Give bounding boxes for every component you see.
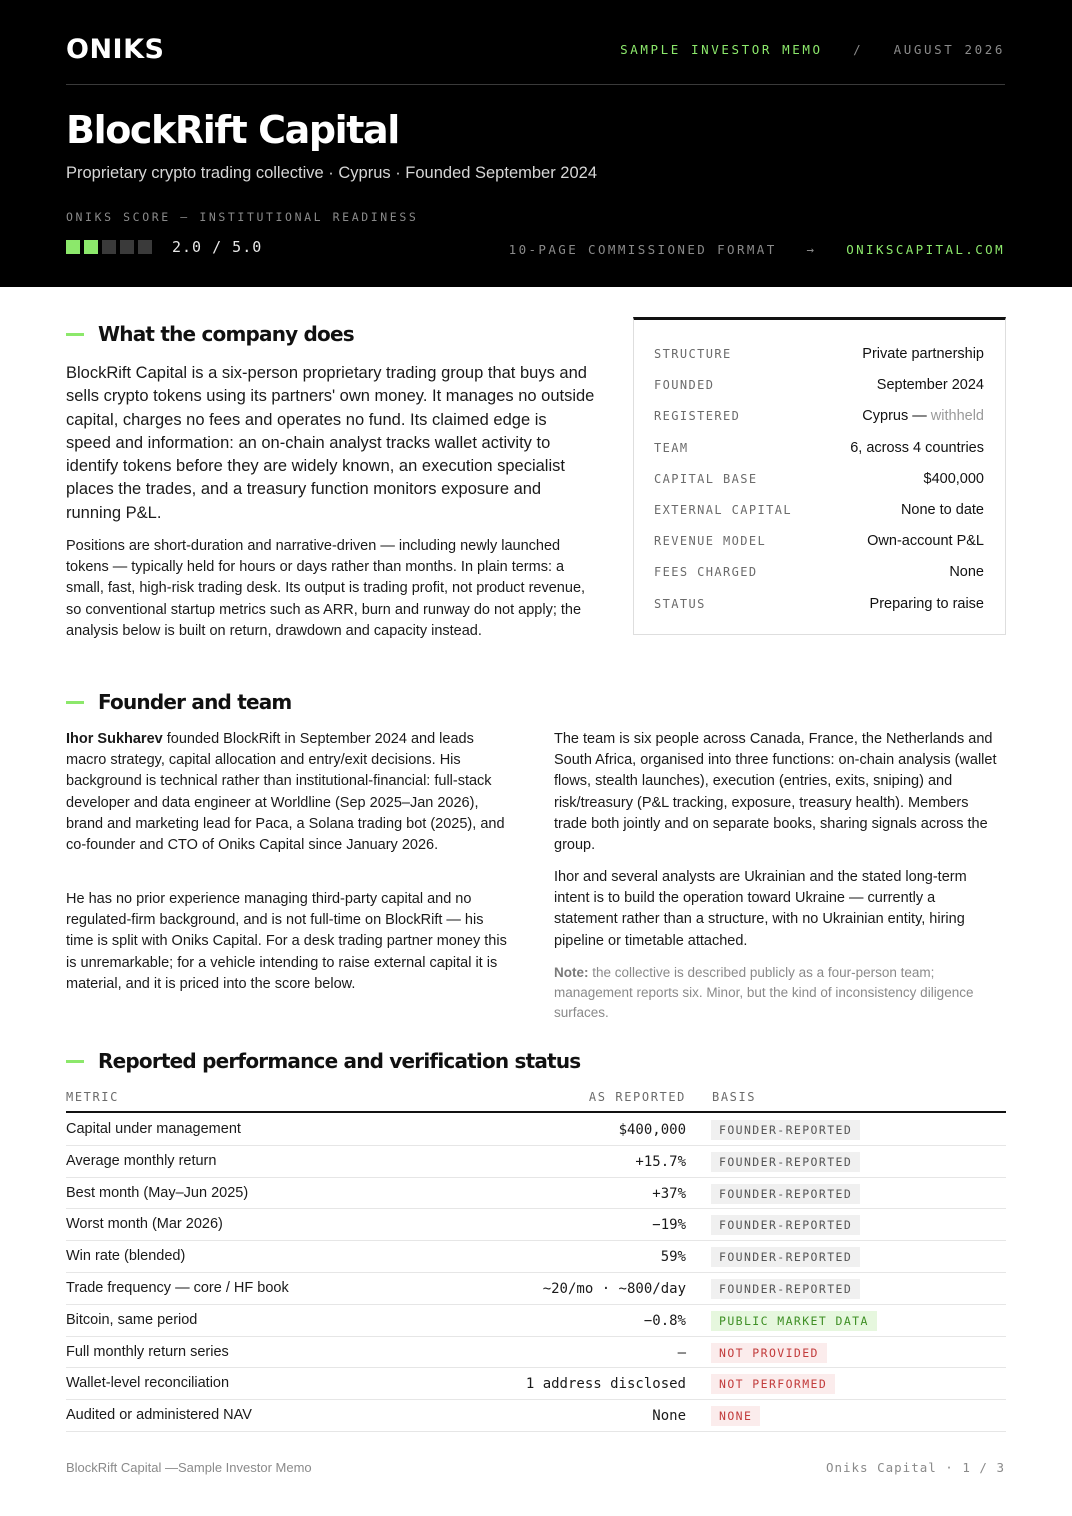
page-subtitle: Proprietary crypto trading collective · Cyprus · Founded September 2024 xyxy=(66,164,598,182)
ukraine-paragraph: Ihor and several analysts are Ukrainian and the stated long-term intent is to build the operation toward Ukraine — currently a statement rather than a structure, with no Ukrainian entity, hiring pipeline or timetable attached. xyxy=(554,869,967,949)
fact-row xyxy=(654,406,984,426)
accent-bar xyxy=(66,701,84,704)
metric-cell: Audited or administered NAV xyxy=(66,1407,252,1424)
table-row xyxy=(66,1146,1006,1178)
reported-value-cell: None xyxy=(652,1408,686,1425)
score-meter xyxy=(66,238,262,256)
table-row xyxy=(66,1368,1006,1400)
score-value: 2.0 / 5.0 xyxy=(172,238,263,256)
metric-cell: Average monthly return xyxy=(66,1152,217,1169)
reported-value-cell: — xyxy=(677,1344,686,1361)
basis-badge: FOUNDER-REPORTED xyxy=(711,1279,860,1299)
reported-value-cell: +37% xyxy=(652,1185,686,1202)
score-pip xyxy=(102,240,116,254)
reported-value-cell: ~20/mo · ~800/day xyxy=(542,1281,686,1297)
metric-cell: Win rate (blended) xyxy=(66,1248,186,1265)
basis-badge: FOUNDER-REPORTED xyxy=(711,1184,860,1204)
fact-value: Private partnership xyxy=(862,346,984,362)
basis-badge: FOUNDER-REPORTED xyxy=(711,1215,860,1235)
fact-value: 6, across 4 countries xyxy=(850,439,984,456)
fact-key: FOUNDED xyxy=(654,378,715,393)
what-body-paragraph: Positions are short-duration and narrative-driven — including newly launched tokens — typically held for hours or days rather than months. In plain terms: a small, fast, high-risk trading desk. Its output is trading profit, not product revenue, so conventional startup metrics such as ARR, burn and runway do not apply; the analysis below is built on return, drawdown and capacity instead. xyxy=(66,538,586,639)
fact-key: STRUCTURE xyxy=(654,347,732,361)
metric-cell: Bitcoin, same period xyxy=(66,1311,198,1328)
score-pips xyxy=(66,240,156,254)
basis-badge: FOUNDER-REPORTED xyxy=(711,1152,860,1172)
basis-badge: PUBLIC MARKET DATA xyxy=(711,1311,877,1331)
fact-value: September 2024 xyxy=(876,377,984,394)
fact-value: Own-account P&L xyxy=(867,533,984,550)
fact-key: CAPITAL BASE xyxy=(654,471,758,486)
fact-key: TEAM xyxy=(654,440,689,455)
fact-row xyxy=(654,375,984,395)
arrow-icon: → xyxy=(806,242,817,257)
score-pip xyxy=(84,240,98,254)
score-pip xyxy=(66,240,80,254)
format-line xyxy=(509,242,1005,257)
fact-value: $400,000 xyxy=(923,470,984,487)
fact-value-withheld: withheld xyxy=(930,408,984,425)
footer-left: BlockRift Capital —Sample Investor Memo xyxy=(66,1460,312,1475)
table-row xyxy=(66,1400,1006,1432)
score-pip xyxy=(138,240,152,254)
basis-badge: FOUNDER-REPORTED xyxy=(711,1247,860,1267)
table-row xyxy=(66,1114,1006,1146)
reported-value-cell: +15.7% xyxy=(635,1153,686,1170)
metric-cell: Worst month (Mar 2026) xyxy=(66,1216,223,1233)
fact-key: REGISTERED xyxy=(654,409,741,424)
fact-row xyxy=(654,469,984,489)
team-note: Note: the collective is described publicly as a four-person team; management reports six. Minor, but the kind of inconsistency diligence surfaces. xyxy=(554,965,974,1020)
score-label: ONIKS SCORE — INSTITUTIONAL READINESS xyxy=(66,210,419,224)
reported-value-cell: 1 address disclosed xyxy=(525,1376,686,1393)
section-heading-performance: Reported performance and verification status xyxy=(66,1049,580,1073)
founder-name: Ihor Sukharev xyxy=(66,731,163,747)
reported-value-cell: $400,000 xyxy=(618,1122,686,1138)
basis-badge: FOUNDER-REPORTED xyxy=(711,1120,860,1140)
fact-value: Preparing to raise xyxy=(869,595,984,612)
fact-row xyxy=(654,562,984,582)
section-heading-team: Founder and team xyxy=(66,690,291,714)
memo-header xyxy=(0,0,1072,287)
metric-cell: Full monthly return series xyxy=(66,1343,229,1360)
fact-value: None to date xyxy=(900,502,984,518)
table-row xyxy=(66,1209,1006,1241)
column-basis: BASIS xyxy=(712,1090,757,1104)
section-heading-what: What the company does xyxy=(66,322,354,346)
accent-bar xyxy=(66,1060,84,1063)
metric-cell: Capital under management xyxy=(66,1121,241,1137)
table-row xyxy=(66,1241,1006,1273)
fact-key: STATUS xyxy=(654,596,706,611)
basis-badge: NOT PROVIDED xyxy=(711,1343,827,1363)
memo-topline xyxy=(620,42,1005,57)
team-paragraph: The team is six people across Canada, France, the Netherlands and South Africa, organised into three functions: on-chain analysis (wallet flows, stealth launches), execution (entries, exits, sniping) and risk/treasury (P&L tracking, exposure, treasury health). Members trade both jointly and on separate books, sharing signals across the group. xyxy=(554,731,997,854)
table-header xyxy=(66,1089,1006,1113)
table-row xyxy=(66,1305,1006,1337)
table-row xyxy=(66,1273,1006,1305)
fact-row xyxy=(654,438,984,458)
memo-label: SAMPLE INVESTOR MEMO xyxy=(620,42,823,57)
metric-cell: Trade frequency — core / HF book xyxy=(66,1280,289,1296)
fact-key: EXTERNAL CAPITAL xyxy=(654,503,792,517)
memo-date: AUGUST 2026 xyxy=(893,42,1005,57)
reported-value-cell: −19% xyxy=(652,1217,686,1234)
fact-key: FEES CHARGED xyxy=(654,565,758,580)
footer-page: Oniks Capital · 1 / 3 xyxy=(825,1460,1005,1475)
founder-paragraph: Ihor Sukharev founded BlockRift in September 2024 and leads macro strategy, capital allocation and entry/exit decisions. His background is technical rather than institutional-financial: full-stack developer and data engineer at Worldline (Sep 2025–Jan 2026), brand and marketing lead for Paca, a Solana trading bot (2025), and co-founder and CTO of Oniks Capital since January 2026. xyxy=(66,731,505,854)
founder-experience-paragraph: He has no prior experience managing third-party capital and no regulated-firm background, and is not full-time on BlockRift — his time is split with Oniks Capital. For a desk trading partner money this is unremarkable; for a vehicle intending to raise external capital it is material, and it is priced into the score below. xyxy=(66,891,507,992)
facts-box xyxy=(633,317,1006,635)
topline-separator: / xyxy=(853,42,864,57)
basis-badge: NONE xyxy=(711,1406,760,1426)
reported-value-cell: −0.8% xyxy=(643,1312,686,1329)
fact-value: None xyxy=(949,564,984,581)
basis-badge: NOT PERFORMED xyxy=(711,1374,835,1394)
oniks-logo: ONIKS xyxy=(66,34,165,65)
page-title: BlockRift Capital xyxy=(66,108,399,152)
column-metric: METRIC xyxy=(66,1090,119,1104)
table-row xyxy=(66,1337,1006,1369)
metric-cell: Best month (May–Jun 2025) xyxy=(66,1184,249,1201)
fact-key: REVENUE MODEL xyxy=(654,534,767,549)
table-row xyxy=(66,1178,1006,1210)
column-as-reported: AS REPORTED xyxy=(588,1090,686,1104)
website-link[interactable]: ONIKSCAPITAL.COM xyxy=(846,242,1005,257)
reported-value-cell: 59% xyxy=(660,1249,686,1266)
header-divider xyxy=(66,84,1005,85)
what-lead-paragraph: BlockRift Capital is a six-person proprietary trading group that buys and sells crypto tokens using its partners' own money. It manages no outside capital, charges no fees and operates no fund. Its claimed edge is speed and information: an on-chain analyst tracks wallet activity to identify tokens before they are widely known, an execution specialist places the trades, and a treasury function monitors exposure and running P&L. xyxy=(66,364,595,522)
fact-row xyxy=(654,344,984,364)
fact-row xyxy=(654,500,984,520)
fact-value: Cyprus — withheld xyxy=(862,408,984,425)
note-label: Note: xyxy=(554,965,589,980)
metric-cell: Wallet-level reconciliation xyxy=(66,1375,230,1392)
accent-bar xyxy=(66,333,84,336)
format-label: 10-PAGE COMMISSIONED FORMAT xyxy=(508,242,777,257)
fact-row xyxy=(654,594,984,614)
score-pip xyxy=(120,240,134,254)
fact-row xyxy=(654,531,984,551)
